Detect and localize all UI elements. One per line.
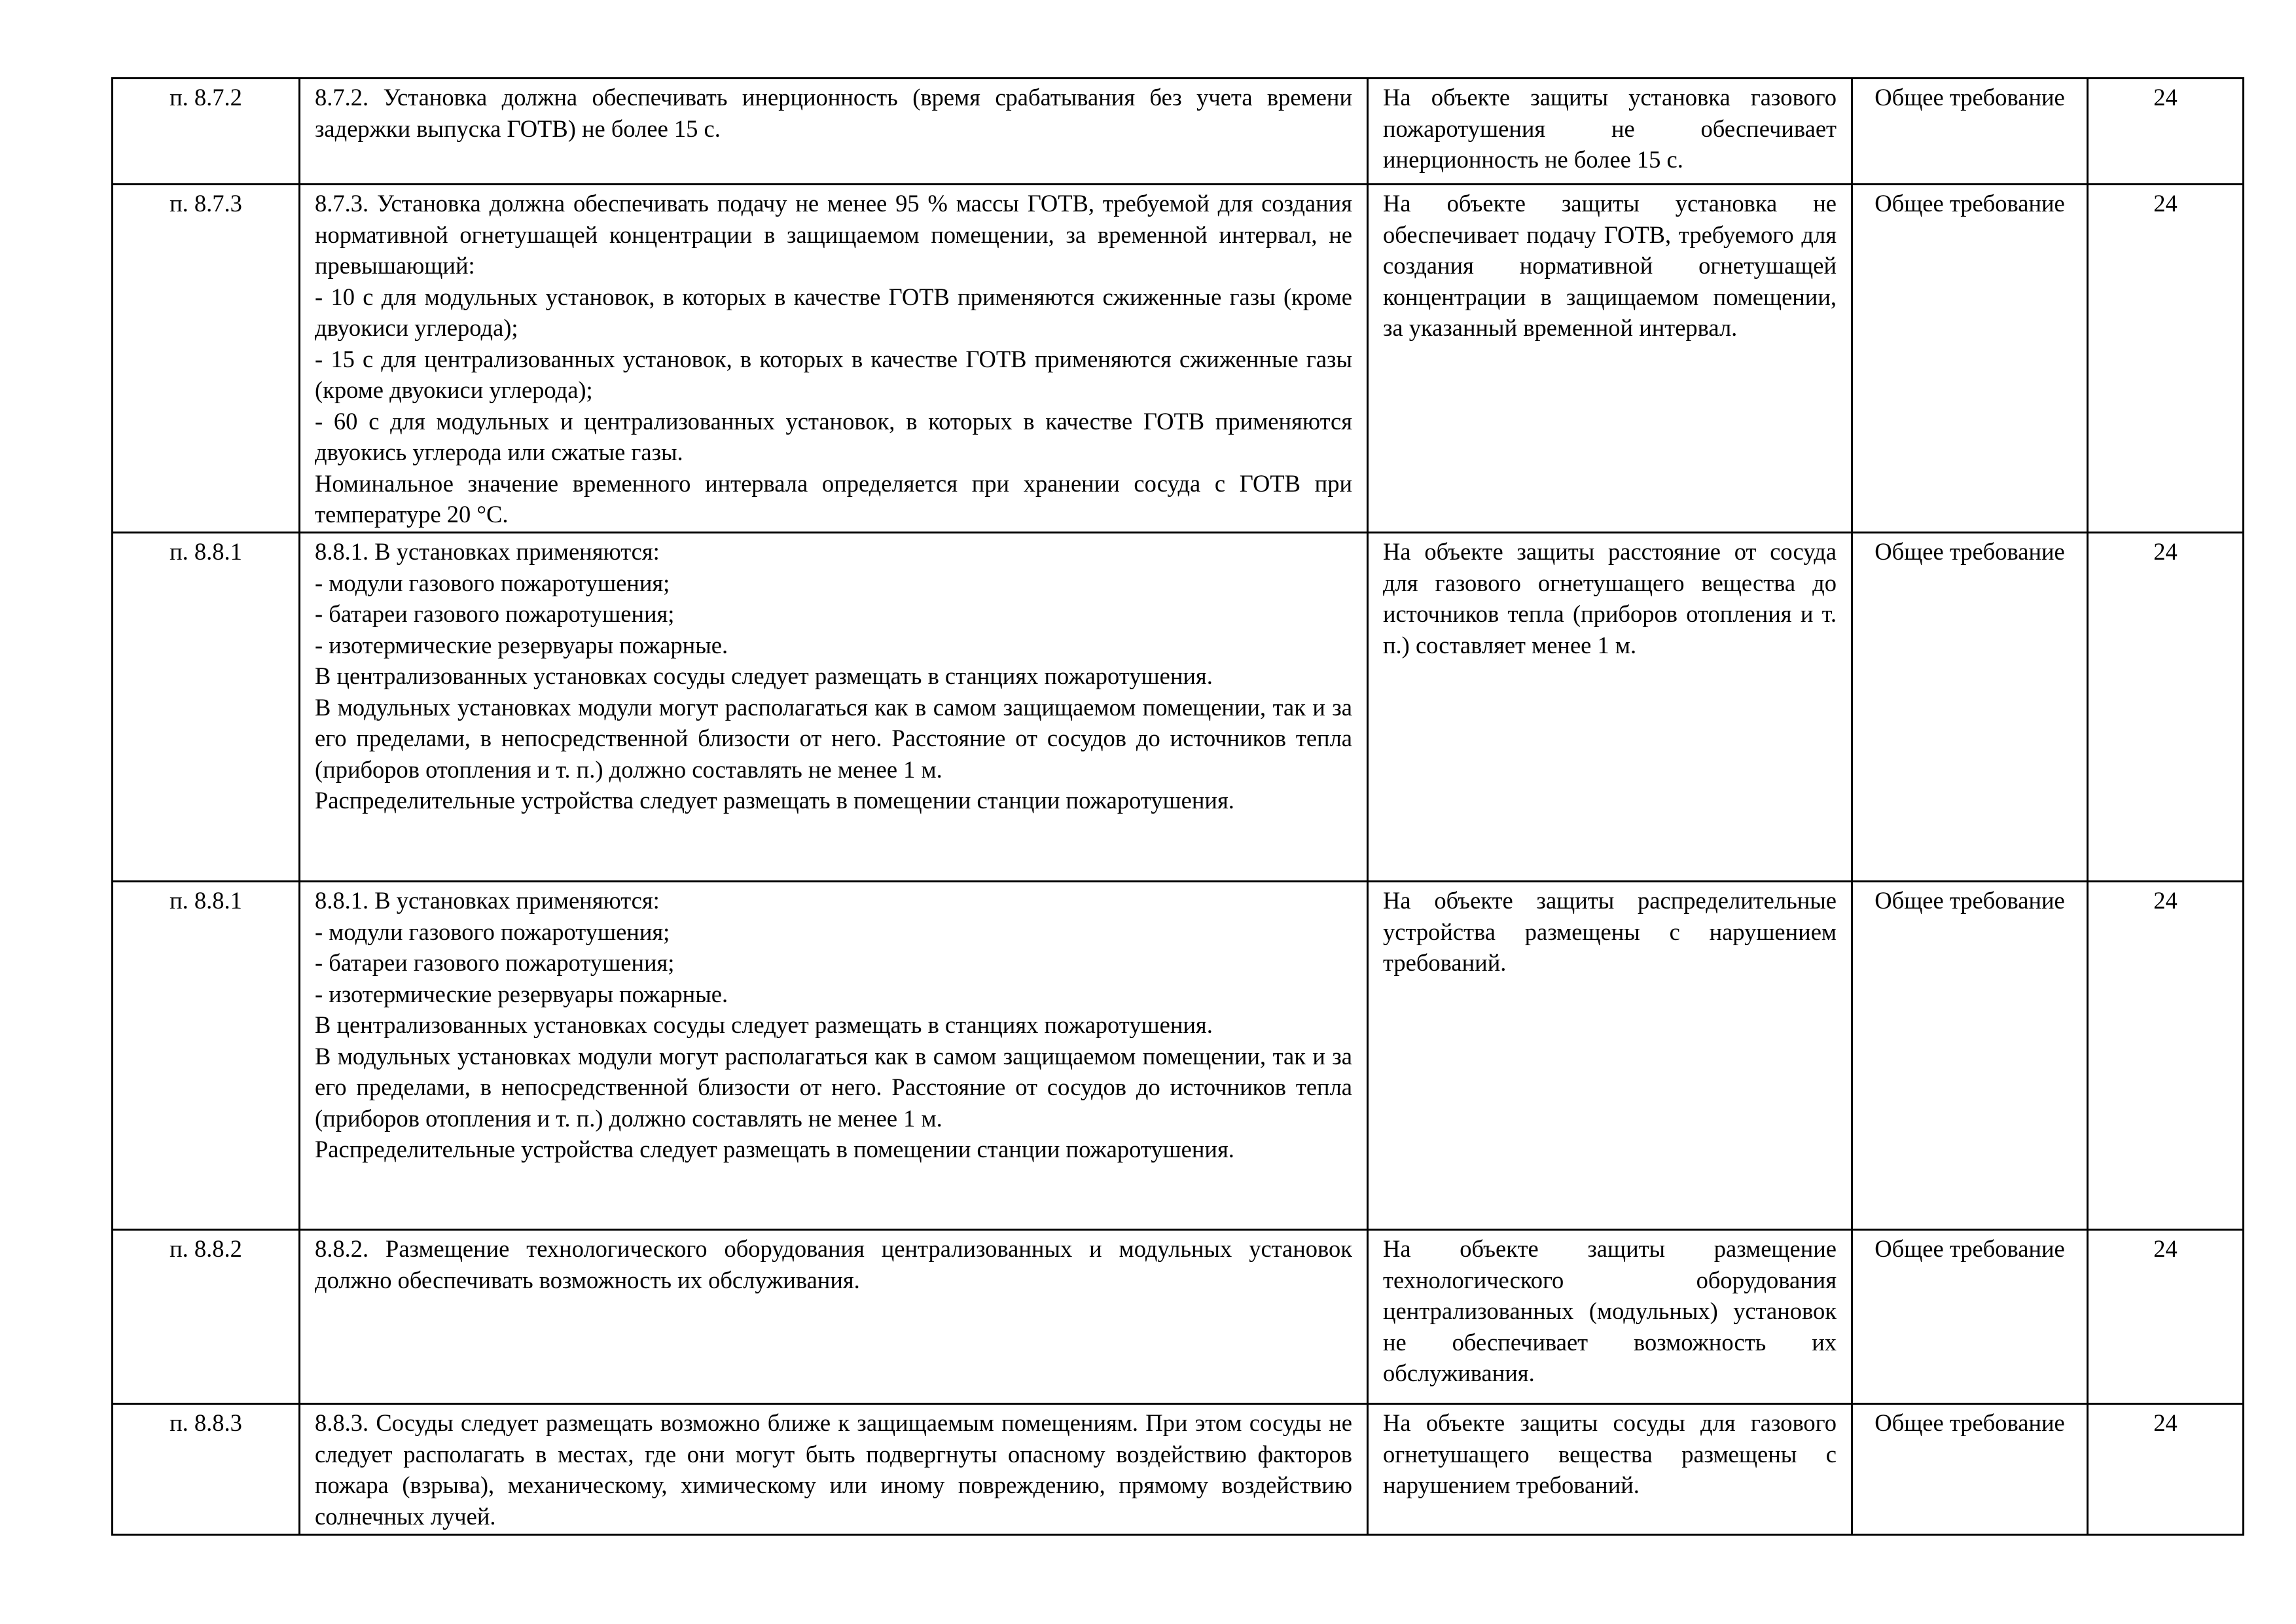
requirement-text-cell [300,882,1368,1230]
clause-ref-cell: п. 8.7.3 [113,185,300,533]
table-row [113,1404,2244,1535]
table-row [113,533,2244,882]
requirement-type-cell: Общее требование [1852,1230,2088,1404]
requirement-paragraph: Распределительные устройства следует размещать в помещении станции пожаротушения. [315,787,1234,814]
requirements-table [111,77,2244,1536]
requirement-type-cell: Общее требование [1852,882,2088,1230]
requirement-paragraph: Распределительные устройства следует размещать в помещении станции пожаротушения. [315,1136,1234,1163]
requirement-paragraph: 8.7.2. Установка должна обеспечивать инерционность (время срабатывания без учета времени задержки выпуска ГОТВ) не более 15 с. [315,84,1352,142]
clause-ref-cell: п. 8.8.1 [113,882,300,1230]
requirement-paragraph: - 10 с для модульных установок, в которых в качестве ГОТВ применяются сжиженные газы (кроме двуокиси углерода); [315,283,1352,341]
requirement-type-cell: Общее требование [1852,185,2088,533]
clause-ref-cell: п. 8.8.3 [113,1404,300,1535]
violation-cell: На объекте защиты расстояние от сосуда для газового огнетушащего вещества до источников тепла (приборов отопления и т. п.) составляет менее 1 м. [1368,533,1852,882]
violation-cell: На объекте защиты распределительные устройства размещены с нарушением требований. [1368,882,1852,1230]
requirement-paragraph: В централизованных установках сосуды следует размещать в станциях пожаротушения. [315,1011,1213,1038]
requirement-text-cell [300,1404,1368,1535]
violation-cell: На объекте защиты установка газового пожаротушения не обеспечивает инерционность не более 15 с. [1368,79,1852,185]
table-row [113,882,2244,1230]
table-row [113,185,2244,533]
violation-cell: На объекте защиты размещение технологического оборудования централизованных (модульных) установок не обеспечивает возможность их обслуживания. [1368,1230,1852,1404]
clause-ref-cell: п. 8.7.2 [113,79,300,185]
requirement-paragraph: 8.8.3. Сосуды следует размещать возможно ближе к защищаемым помещениям. При этом сосуды не следует располагать в местах, где они могут быть подвергнуты опасному воздействию факторов пожара (взрыва), механическому, химическому или иному повреждению, прямому воздействию солнечных лучей. [315,1409,1352,1530]
requirement-paragraph: - изотермические резервуары пожарные. [315,980,728,1007]
number-cell: 24 [2088,1230,2244,1404]
requirement-type-cell: Общее требование [1852,79,2088,185]
requirement-text-cell [300,185,1368,533]
requirement-paragraph: - изотермические резервуары пожарные. [315,631,728,659]
requirement-paragraph: - батареи газового пожаротушения; [315,949,675,976]
requirement-paragraph: - 15 с для централизованных установок, в которых в качестве ГОТВ применяются сжиженные газы (кроме двуокиси углерода); [315,345,1352,403]
requirement-paragraph: В модульных установках модули могут располагаться как в самом защищаемом помещении, так и за его пределами, в непосредственной близости от него. Расстояние от сосудов до источников тепла (приборов отопления и т. п.) должно составлять не менее 1 м. [315,693,1352,783]
requirement-paragraph: 8.8.1. В установках применяются: [315,887,660,914]
table-row [113,79,2244,185]
document-page [111,77,2242,1536]
requirement-paragraph: 8.8.2. Размещение технологического оборудования централизованных и модульных установок должно обеспечивать возможность их обслуживания. [315,1235,1352,1293]
requirement-paragraph: - батареи газового пожаротушения; [315,600,675,627]
requirement-text-cell [300,533,1368,882]
number-cell: 24 [2088,1404,2244,1535]
violation-cell: На объекте защиты установка не обеспечивает подачу ГОТВ, требуемого для создания нормативной огнетушащей концентрации в защищаемом помещении, за указанный временной интервал. [1368,185,1852,533]
clause-ref-cell: п. 8.8.1 [113,533,300,882]
number-cell: 24 [2088,882,2244,1230]
requirement-paragraph: В централизованных установках сосуды следует размещать в станциях пожаротушения. [315,662,1213,689]
violation-cell: На объекте защиты сосуды для газового огнетушащего вещества размещены с нарушением требований. [1368,1404,1852,1535]
requirement-type-cell: Общее требование [1852,1404,2088,1535]
requirement-paragraph: - 60 с для модульных и централизованных установок, в которых в качестве ГОТВ применяются двуокись углерода или сжатые газы. [315,407,1352,465]
requirement-paragraph: Номинальное значение временного интервала определяется при хранении сосуда с ГОТВ при температуре 20 °С. [315,469,1352,528]
requirement-paragraph: В модульных установках модули могут располагаться как в самом защищаемом помещении, так и за его пределами, в непосредственной близости от него. Расстояние от сосудов до источников тепла (приборов отопления и т. п.) должно составлять не менее 1 м. [315,1042,1352,1132]
requirement-text-cell [300,79,1368,185]
requirement-type-cell: Общее требование [1852,533,2088,882]
requirement-paragraph: 8.8.1. В установках применяются: [315,538,660,565]
requirement-paragraph: 8.7.3. Установка должна обеспечивать подачу не менее 95 % массы ГОТВ, требуемой для создания нормативной огнетушащей концентрации в защищаемом помещении, за временной интервал, не превышающий: [315,190,1352,279]
number-cell: 24 [2088,533,2244,882]
number-cell: 24 [2088,185,2244,533]
table-row [113,1230,2244,1404]
requirement-text-cell [300,1230,1368,1404]
number-cell: 24 [2088,79,2244,185]
clause-ref-cell: п. 8.8.2 [113,1230,300,1404]
requirement-paragraph: - модули газового пожаротушения; [315,569,670,596]
requirement-paragraph: - модули газового пожаротушения; [315,918,670,945]
